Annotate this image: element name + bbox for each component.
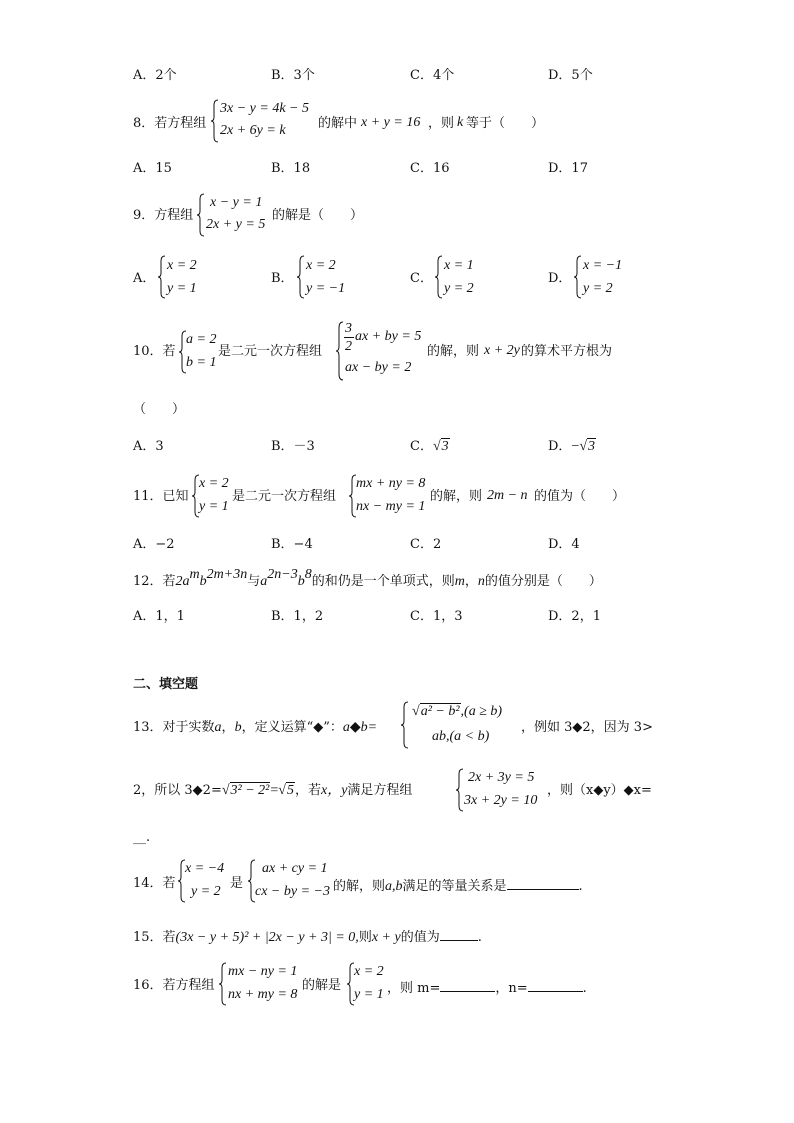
q13-line2-equals: = (270, 783, 279, 798)
q8-prefix: 8．若方程组 (133, 116, 207, 131)
answer-blank[interactable] (440, 928, 478, 941)
q8-condition: x + y = 16 (361, 115, 421, 130)
q10-system (335, 320, 430, 382)
q13-prefix: 13．对于实数 (133, 720, 215, 735)
q15-line (133, 928, 482, 945)
q8-option-b: B．18 (271, 161, 311, 176)
q12-term2-b: b (297, 574, 305, 589)
q9-eq1: x − y = 1 (210, 195, 263, 210)
fraction-bar (344, 337, 354, 338)
section-title: 二、填空题 (133, 677, 199, 692)
q16-line (387, 979, 587, 995)
q9-option-b-system (296, 254, 356, 300)
q12-comma: ， (464, 574, 478, 589)
q13-case1 (412, 705, 502, 719)
radical-icon: √ (579, 439, 588, 454)
q10-mid: 是二元一次方程组 (218, 344, 323, 359)
q12-term2-base: a (260, 574, 268, 589)
q13-line2-c: 满足方程组 (347, 783, 413, 798)
q12-option-b: B．1，2 (271, 609, 324, 624)
answer-blank-m[interactable] (440, 979, 495, 992)
q10-paren: （ ） (133, 402, 186, 417)
q16-sol1: x = 2 (354, 964, 384, 979)
q14-mid: 是 (230, 876, 244, 891)
q12-term2-exp1: 2n−3 (267, 567, 298, 582)
q13-line3: __. (133, 830, 151, 845)
q9-option-c-eq1: x = 1 (444, 258, 474, 273)
q7-option-c: C．4个 (410, 68, 455, 83)
q10-option-a: A．3 (133, 439, 164, 454)
q10-frac-num: 3 (345, 321, 352, 336)
radical-icon: √ (412, 704, 420, 719)
q9-option-c-label: C． (410, 271, 433, 286)
q13-line2 (133, 784, 412, 798)
q11-sol1: x = 2 (199, 476, 229, 491)
q12-with: 与 (247, 574, 261, 589)
q8-mid: 的解中 (318, 116, 358, 131)
q9-option-d-label: D． (548, 271, 572, 286)
q13-eq1: 2x + 3y = 5 (468, 770, 535, 785)
radical-icon: √ (221, 783, 230, 798)
q10-prefix: 10．若 (133, 344, 176, 359)
q12-prefix: 12．若 (133, 574, 176, 589)
q13-a: a (214, 720, 222, 735)
q16-eq2: nx + my = 8 (228, 987, 298, 1002)
q12-option-a: A．1，1 (133, 609, 185, 624)
q7-option-a: A．2个 (133, 68, 177, 83)
left-brace-icon (573, 254, 583, 300)
q8-system (210, 98, 320, 144)
q16-eq1: mx − ny = 1 (228, 964, 298, 979)
q13-case2: ab,(a < b) (432, 729, 490, 744)
q15-mid: 则 (358, 930, 372, 945)
q12-option-c: C．1，3 (410, 609, 463, 624)
q11-prefix: 11．已知 (133, 489, 189, 504)
q12-term1-exp2: 2m+3n (206, 567, 248, 582)
q9-system (196, 192, 276, 238)
left-brace-icon (157, 254, 167, 300)
q10-option-d-label: D． (548, 439, 572, 454)
q11-sol2: y = 1 (199, 499, 229, 514)
q10-option-c-label: C． (410, 439, 433, 454)
q11-eq2: nx − my = 1 (356, 499, 426, 514)
q11-mid: 是二元一次方程组 (232, 489, 337, 504)
q10-option-d-radicand: 3 (588, 439, 596, 454)
q12-option-d: D．2，1 (548, 609, 601, 624)
q10-sol1: a = 2 (186, 332, 217, 347)
left-brace-icon (196, 192, 206, 238)
q16-system (218, 961, 308, 1007)
q8-eq2: 2x + 6y = k (220, 123, 286, 138)
q8-variable: k (457, 115, 464, 130)
q13-definition (400, 700, 525, 750)
q9-option-d-eq2: y = 2 (583, 281, 613, 296)
q11-system (348, 473, 433, 519)
left-brace-icon (218, 961, 228, 1007)
left-brace-icon (400, 700, 410, 750)
q7-option-b: B．3个 (271, 68, 315, 83)
left-brace-icon (296, 254, 306, 300)
q8-option-d: D．17 (548, 161, 588, 176)
q9-option-d-eq1: x = −1 (583, 258, 623, 273)
q14-eq1: ax + cy = 1 (262, 861, 328, 876)
q10-expr: x + 2y (484, 343, 520, 358)
q12-term1-base: 2a (175, 574, 190, 589)
q14-dot: . (578, 879, 583, 894)
q15-prefix: 15．若 (133, 930, 176, 945)
q16-mid: 的解是 (302, 978, 342, 993)
q16-dot: . (582, 981, 587, 996)
q14-vars: a,b (385, 879, 403, 894)
q12-end: 的值分别是（ ） (484, 574, 602, 589)
q13-line1 (133, 721, 377, 735)
q16-tail: ，则 m= (387, 981, 441, 996)
left-brace-icon (335, 320, 345, 382)
radical-icon: √ (278, 783, 286, 798)
q14-sol2: y = 2 (191, 884, 221, 899)
q10-option-c-radicand: 3 (441, 439, 449, 454)
q8-tail: ，则 (428, 116, 455, 131)
q10-option-d-sign: − (571, 439, 580, 454)
q13-sep: ， (221, 720, 235, 735)
q9-prefix: 9．方程组 (133, 208, 194, 223)
q11-tail: 的解，则 (430, 489, 483, 504)
answer-blank[interactable] (507, 877, 579, 890)
q14-sol1: x = −4 (185, 861, 225, 876)
q13-b: b (234, 720, 242, 735)
q14-end: 满足的等量关系是 (402, 879, 507, 894)
q12-n: n (477, 574, 485, 589)
q9-option-c-eq2: y = 2 (444, 281, 474, 296)
q11-eq1: mx + ny = 8 (356, 476, 426, 491)
q11-end: 的值为（ ） (534, 489, 626, 504)
q8-option-a: A．15 (133, 161, 172, 176)
q10-frac-den: 2 (345, 339, 352, 354)
q7-option-d: D．5个 (548, 68, 593, 83)
q10-tail: 的解，则 (427, 344, 480, 359)
q8-option-c: C．16 (410, 161, 450, 176)
q9-option-d-system (573, 254, 643, 300)
q10-sol2: b = 1 (186, 355, 217, 370)
q14-solution (177, 858, 232, 904)
q15-expr2: x + y (371, 930, 401, 945)
q13-tail: ，例如 3◆2，因为 3> (521, 720, 653, 735)
q14-tail: 的解，则 (333, 879, 386, 894)
q10-end: 的算术平方根为 (521, 344, 613, 359)
q10-eq1: ax + by = 5 (355, 329, 422, 344)
q11-option-c: C．2 (410, 537, 442, 552)
q13-mid: ，定义运算“◆”： (241, 720, 343, 735)
q13-line2-a: 2，所以 3◆2= (133, 783, 222, 798)
q9-option-a-eq2: y = 1 (167, 281, 197, 296)
q16-prefix: 16．若方程组 (133, 978, 215, 993)
q9-option-c-system (434, 254, 494, 300)
q12-term2-exp2: 8 (304, 567, 312, 582)
q9-option-b-label: B． (271, 271, 294, 286)
q14-line (333, 877, 583, 894)
q9-option-a-system (157, 254, 217, 300)
q10-option-b: B．－3 (271, 439, 315, 454)
q12-m: m (454, 574, 465, 589)
q11-expr: 2m − n (487, 488, 528, 503)
q11-option-d: D．4 (548, 537, 580, 552)
q14-system (247, 858, 337, 904)
q13-line2-d: ，则（x◆y）◆x= (547, 783, 652, 798)
q16-sep: ，n= (495, 981, 528, 996)
q13-case1-cond: ,(a ≥ b) (460, 704, 503, 719)
q15-end: 的值为 (400, 930, 440, 945)
q15-expr: (3x − y + 5)² + |2x − y + 3| = 0, (175, 930, 359, 945)
answer-blank-n[interactable] (528, 979, 583, 992)
q9-option-b-eq1: x = 2 (306, 258, 336, 273)
q9-option-a-label: A． (133, 271, 156, 286)
left-brace-icon (434, 254, 444, 300)
left-brace-icon (210, 98, 220, 144)
q16-sol2: y = 1 (354, 987, 384, 1002)
q11-option-a: A．−2 (133, 537, 175, 552)
q8-eq1: 3x − y = 4k − 5 (220, 101, 309, 116)
q11-option-b: B．−4 (271, 537, 313, 552)
q12-term1-exp1: m (189, 567, 200, 582)
q10-option-d (548, 440, 596, 454)
q9-option-a-eq1: x = 2 (167, 258, 197, 273)
q13-case1-radicand: a² − b² (420, 704, 460, 719)
q14-prefix: 14．若 (133, 876, 176, 891)
q15-dot: . (477, 930, 482, 945)
q13-line2-radicand2: 5 (286, 783, 294, 798)
q10-eq2: ax − by = 2 (345, 360, 412, 375)
radical-icon: √ (432, 439, 441, 454)
question-12-text (133, 567, 602, 589)
q13-line2-vars: x，y (320, 783, 348, 798)
q12-term1-b: b (199, 574, 207, 589)
q13-op: a◆b= (342, 720, 378, 735)
q13-line2-b: ，若 (294, 783, 321, 798)
q12-mid: 的和仍是一个单项式，则 (311, 574, 455, 589)
q14-eq2: cx − by = −3 (255, 884, 330, 899)
q13-eq2: 3x + 2y = 10 (464, 793, 538, 808)
q13-line2-radicand: 3² − 2² (230, 783, 270, 798)
q9-end: 的解是（ ） (272, 208, 364, 223)
q10-option-c (410, 440, 450, 454)
q8-end: 等于（ ） (466, 116, 545, 131)
q9-option-b-eq2: y = −1 (306, 281, 346, 296)
q13-system (455, 767, 550, 813)
q9-eq2: 2x + y = 5 (206, 217, 266, 232)
